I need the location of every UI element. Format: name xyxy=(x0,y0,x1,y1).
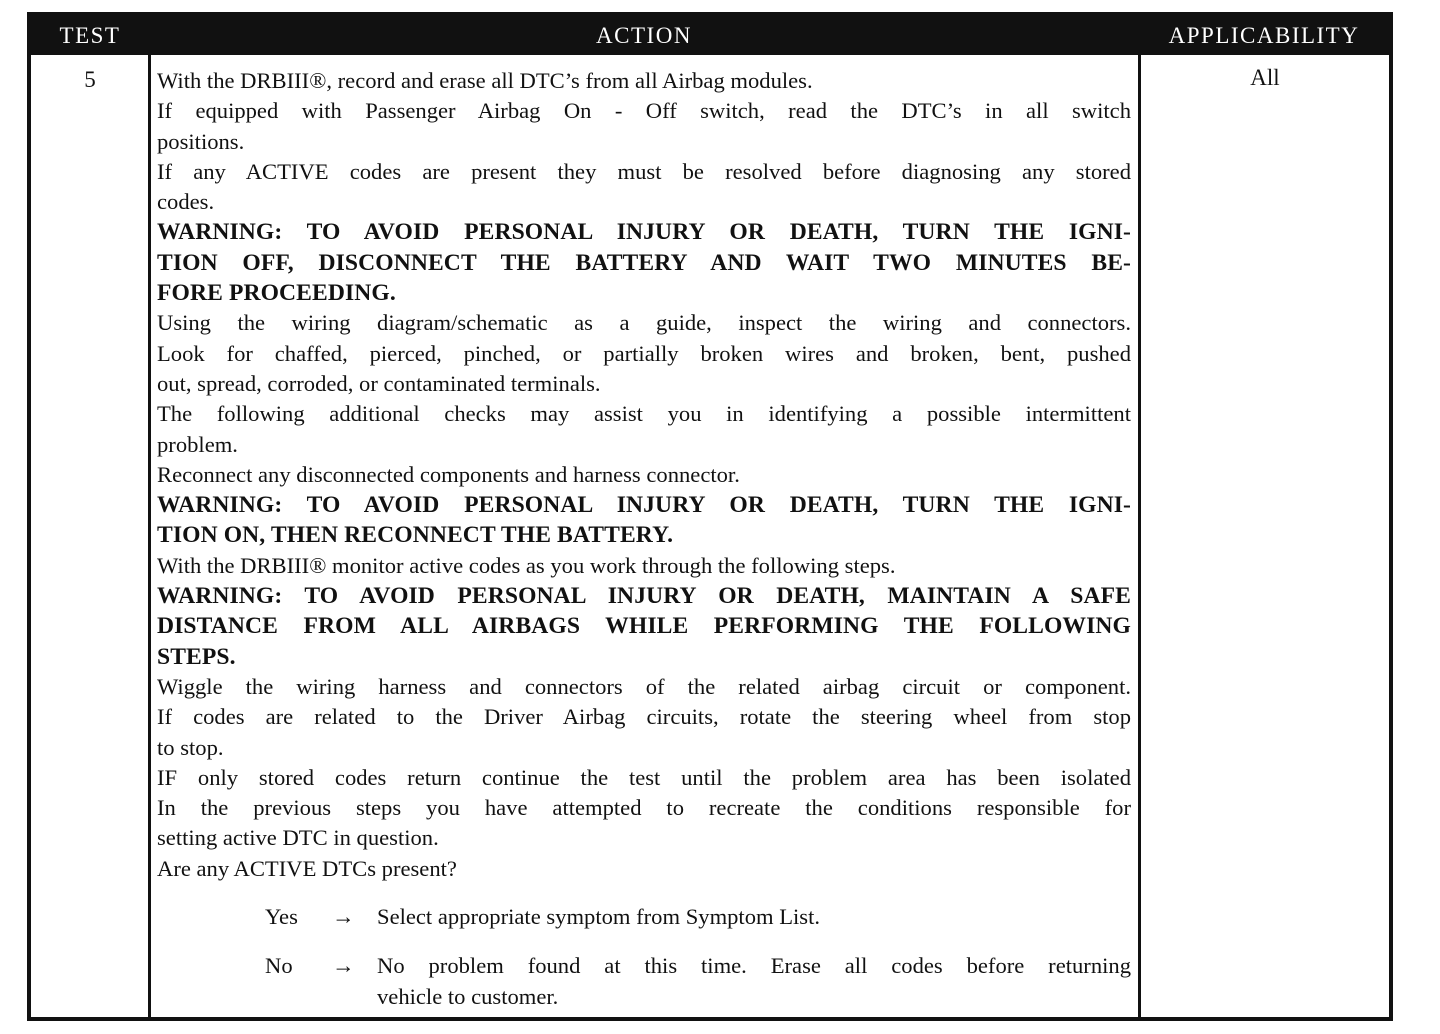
applicability-value: All xyxy=(1250,65,1280,90)
answer-options xyxy=(157,902,1131,1012)
answer-no-text: No problem found at this time. Erase all codes before returning xyxy=(377,953,1131,979)
arrow-right-icon: → xyxy=(332,904,355,930)
answer-yes xyxy=(157,902,1131,932)
table-header xyxy=(31,16,1389,55)
action-step: If any ACTIVE codes are present they must be resolved before diagnosing any stored xyxy=(157,158,1131,184)
header-applicability: APPLICABILITY xyxy=(1168,23,1360,48)
action-step: Using the wiring diagram/schematic as a guide, inspect the wiring and connectors. xyxy=(157,310,1131,336)
warning-text: DISTANCE FROM ALL AIRBAGS WHILE PERFORMING THE FOLLOWING xyxy=(157,613,1131,640)
arrow-right-icon: → xyxy=(332,953,355,979)
action-step: With the DRBIII®, record and erase all DTC’s from all Airbag modules. xyxy=(157,68,813,93)
action-step: codes. xyxy=(157,189,215,215)
answer-yes-label: Yes xyxy=(265,904,298,930)
action-step: If codes are related to the Driver Airbag circuits, rotate the steering wheel from stop xyxy=(157,704,1131,730)
column-divider xyxy=(148,55,151,1017)
action-step: setting active DTC in question. xyxy=(157,825,439,851)
diagnostic-test-table xyxy=(27,12,1393,1021)
action-step: If equipped with Passenger Airbag On - Off switch, read the DTC’s in all switch xyxy=(157,98,1131,124)
action-step: problem. xyxy=(157,431,238,457)
action-step: Look for chaffed, pierced, pinched, or partially broken wires and broken, bent, pushed xyxy=(157,340,1131,366)
column-divider xyxy=(1138,55,1141,1017)
header-action: ACTION xyxy=(596,23,692,48)
warning-text: STEPS. xyxy=(157,643,236,670)
warning-text: WARNING: TO AVOID PERSONAL INJURY OR DEATH, TURN THE IGNI- xyxy=(157,219,1131,246)
warning-text: TION ON, THEN RECONNECT THE BATTERY. xyxy=(157,522,674,549)
action-step: to stop. xyxy=(157,734,224,760)
answer-no-label: No xyxy=(265,953,293,979)
header-test: TEST xyxy=(59,23,121,48)
warning-text: FORE PROCEEDING. xyxy=(157,280,396,307)
action-step: The following additional checks may assist you in identifying a possible intermittent xyxy=(157,401,1131,427)
action-step: IF only stored codes return continue the test until the problem area has been isolated xyxy=(157,764,1131,790)
action-step: In the previous steps you have attempted to recreate the conditions responsible for xyxy=(157,795,1131,821)
answer-yes-text: Select appropriate symptom from Symptom List. xyxy=(377,904,821,930)
action-step: With the DRBIII® monitor active codes as you work through the following steps. xyxy=(157,552,896,578)
action-step: out, spread, corroded, or contaminated terminals. xyxy=(157,370,601,396)
question-text: Are any ACTIVE DTCs present? xyxy=(157,855,457,881)
warning-text: WARNING: TO AVOID PERSONAL INJURY OR DEATH, MAINTAIN A SAFE xyxy=(157,583,1131,610)
action-step: Wiggle the wiring harness and connectors of the related airbag circuit or component. xyxy=(157,673,1131,699)
test-number: 5 xyxy=(84,67,96,92)
action-step: positions. xyxy=(157,128,245,154)
answer-no xyxy=(157,951,1131,1012)
answer-no-text: vehicle to customer. xyxy=(377,983,559,1009)
action-step: Reconnect any disconnected components and harness connector. xyxy=(157,461,740,487)
warning-text: WARNING: TO AVOID PERSONAL INJURY OR DEATH, TURN THE IGNI- xyxy=(157,492,1131,519)
action-cell xyxy=(157,66,1131,1031)
warning-text: TION OFF, DISCONNECT THE BATTERY AND WAIT TWO MINUTES BE- xyxy=(157,249,1131,276)
